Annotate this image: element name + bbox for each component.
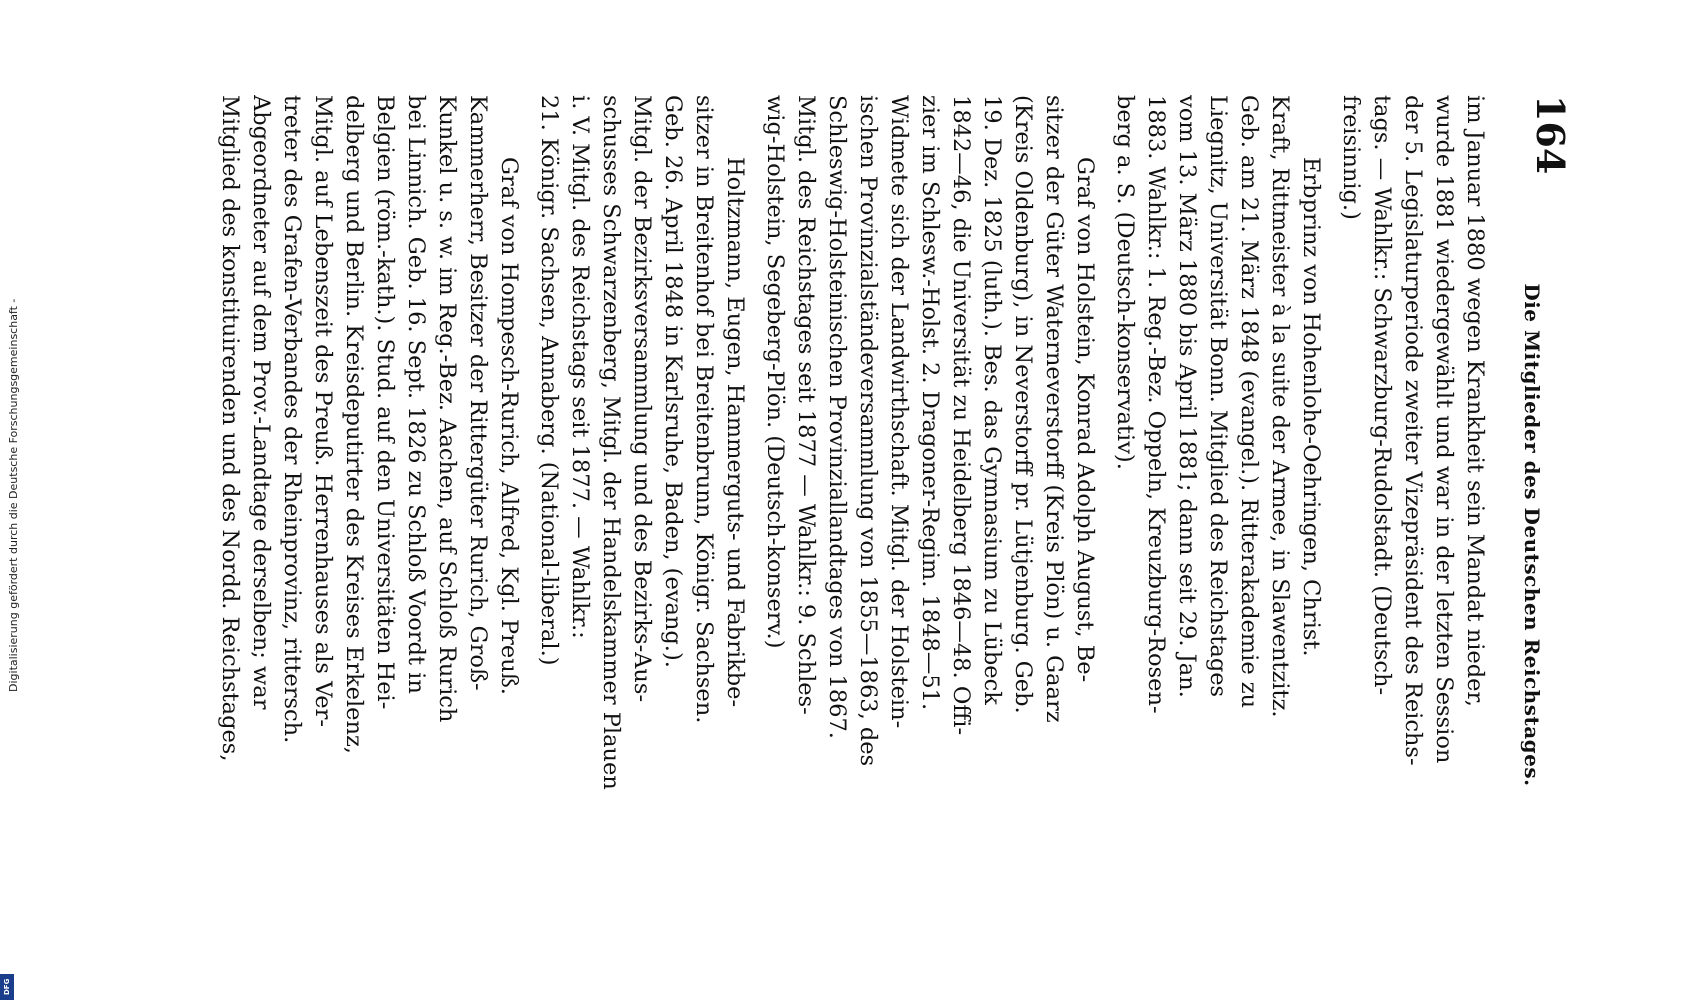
text-line: Widmete sich der Landwirthschaft. Mitgl. der Holstein- — [886, 95, 912, 729]
text-line: 1883. Wahlkr.: 1. Reg.-Bez. Oppeln, Kreuzburg-Rosen- — [1143, 95, 1169, 714]
entry-heading-line: Graf von Hompesch-Rurich, Alfred, Kgl. Preuß. — [496, 157, 522, 695]
text-line: i. V. Mitgl. des Reichstags seit 1877. — Wahlkr.: — [567, 95, 593, 639]
text-line: Belgien (röm.-kath.). Stud. auf den Universitäten Hei- — [372, 95, 398, 710]
text-line: berg a. S. (Deutsch-konservativ). — [1112, 95, 1138, 470]
text-line: (Kreis Oldenburg), in Neverstorff pr. Lütjenburg. Geb. — [1010, 95, 1036, 714]
rotated-book-page — [118, 95, 1578, 895]
text-line: Kunkel u. s. w. im Reg.-Bez. Aachen, auf Schloß Rurich — [434, 95, 460, 723]
text-line: wig-Holstein, Segeberg-Plön. (Deutsch-konserv.) — [762, 95, 788, 649]
text-line: Geb. 26. April 1848 in Karlsruhe, Baden, (evang.). — [660, 95, 686, 668]
text-line: sitzer in Breitenhof bei Breitenbrunn, Königr. Sachsen. — [691, 95, 717, 724]
text-line: 21. Königr. Sachsen, Annaberg. (National-liberal.) — [536, 95, 562, 666]
text-line: freisinnig.) — [1338, 95, 1364, 220]
text-line: zier im Schlesw.-Holst. 2. Dragoner-Regim. 1848—51. — [917, 95, 943, 711]
text-line: Mitgl. des Reichstages seit 1877 — Wahlkr.: 9. Schles- — [793, 95, 819, 715]
dfg-logo: DFG — [0, 974, 14, 1000]
digitization-credit-text: Digitalisierung gefördert durch die Deutsche Forschungsgemeinschaft - — [7, 298, 20, 692]
text-line: bei Linnich. Geb. 16. Sept. 1826 zu Schloß Voordt in — [403, 95, 429, 694]
text-line: 19. Dez. 1825 (luth.). Bes. das Gymnasium zu Lübeck — [979, 95, 1005, 705]
entry-heading-line: Holtzmann, Eugen, Hammerguts- und Fabrikbe- — [722, 157, 748, 708]
text-line: der 5. Legislaturperiode zweiter Vizepräsident des Reichs- — [1400, 95, 1426, 766]
text-line: schusses Schwarzenberg, Mitgl. der Handelskammer Plauen — [598, 95, 624, 790]
text-line: im Januar 1880 wegen Krankheit sein Mandat nieder, — [1462, 95, 1488, 707]
text-line: Mitglied des konstituirenden und des Nordd. Reichstages, — [217, 95, 243, 762]
text-line: Kraft, Rittmeister à la suite der Armee, in Slawentzitz. — [1267, 95, 1293, 718]
text-line: Geb. am 21. März 1848 (evangel.). Ritterakademie zu — [1236, 95, 1262, 709]
text-line: 1842—46, die Universität zu Heidelberg 1846—48. Offi- — [948, 95, 974, 736]
text-line: delberg und Berlin. Kreisdeputirter des Kreises Erkelenz, — [341, 95, 367, 754]
text-line: tags. — Wahlkr.: Schwarzburg-Rudolstadt. (Deutsch- — [1369, 95, 1395, 696]
text-line: Mitgl. auf Lebenszeit des Preuß. Herrenhauses als Ver- — [310, 95, 336, 727]
text-line: Schleswig-Holsteinischen Provinziallandtages von 1867. — [824, 95, 850, 739]
text-line: wurde 1881 wiedergewählt und war in der letzten Session — [1431, 95, 1457, 764]
text-line: Liegnitz, Universität Bonn. Mitglied des Reichstages — [1205, 95, 1231, 698]
entry-heading-line: Graf von Holstein, Konrad Adolph August, Be- — [1072, 157, 1098, 683]
text-line: Abgeordneter auf dem Prov.-Landtage derselben; war — [248, 95, 274, 710]
entry-heading-line: Erbprinz von Hohenlohe-Oehringen, Christ. — [1298, 157, 1324, 657]
text-line: Kammerherr, Besitzer der Rittergüter Rurich, Groß- — [465, 95, 491, 691]
text-line: sitzer der Güter Waterneverstorff (Kreis Plön) u. Gaarz — [1041, 95, 1067, 723]
digitization-credit — [0, 0, 28, 1000]
page-number: 164 — [1528, 95, 1573, 175]
running-head: Die Mitglieder des Deutschen Reichstages. — [1520, 283, 1544, 787]
text-line: treter des Grafen-Verbandes der Rheinprovinz, rittersch. — [279, 95, 305, 744]
text-line: vom 13. März 1880 bis April 1881; dann seit 29. Jan. — [1174, 95, 1200, 698]
text-line: ischen Provinzialständeversammlung von 1855—1863, des — [855, 95, 881, 767]
text-line: Mitgl. der Bezirksversammlung und des Bezirks-Aus- — [629, 95, 655, 703]
